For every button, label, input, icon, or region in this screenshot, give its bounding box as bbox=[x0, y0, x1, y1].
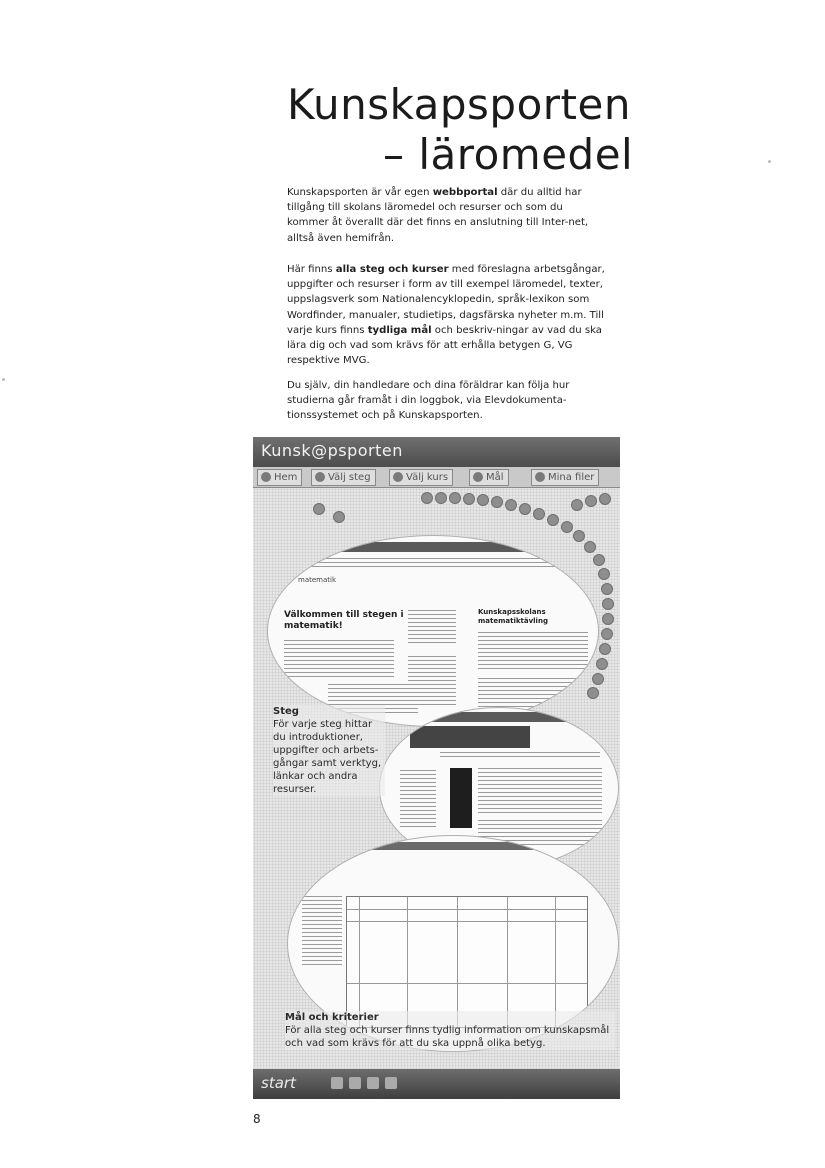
taskbar bbox=[253, 1069, 620, 1099]
taskbar-icon[interactable] bbox=[367, 1077, 379, 1089]
welcome-heading: Välkommen till stegen i matematik! bbox=[284, 610, 404, 631]
scan-speck bbox=[768, 160, 771, 163]
criteria-table bbox=[346, 896, 588, 1028]
portal-nav-bar bbox=[253, 467, 620, 488]
page-title-line1: Kunskapsporten bbox=[287, 80, 631, 129]
nav-item-valj-kurs[interactable]: Välj kurs bbox=[389, 469, 453, 486]
intro-paragraph: Kunskapsporten är vår egen webbportal där du alltid har tillgång till skolans läromedel och resurser och som du kommer åt överallt där det finns en anslutning till Inter-net, alltså även hemifrån. bbox=[287, 187, 589, 244]
math-page-preview: matematik Välkommen till stegen i matematik! Kunskapsskolans matematiktävling bbox=[267, 535, 599, 727]
nav-item-mina-filer[interactable]: Mina filer bbox=[531, 469, 599, 486]
nav-item-hem[interactable]: Hem bbox=[257, 469, 302, 486]
competition-heading: Kunskapsskolans matematiktävling bbox=[478, 608, 548, 625]
goals-caption: Mål och kriterier För alla steg och kurser finns tydlig information om kunskapsmål och vad som krävs för att du ska uppnå olika betyg. bbox=[285, 1011, 615, 1050]
content-paragraph: Här finns alla steg och kurser med föreslagna arbetsgångar, uppgifter och resurser i form av till exempel läromedel, texter, uppslagsverk som Nationalencyklopedin, språk-lexikon som Wordfinder, manualer, studietips, dagsfärska nyheter m.m. Till varje kurs finns tydliga mål och beskriv-ningar av vad du ska lära dig och vad som krävs för att erhålla betygen G, VG respektive MVG. bbox=[287, 264, 605, 367]
page-number: 8 bbox=[253, 1112, 261, 1126]
nav-item-valj-steg[interactable]: Välj steg bbox=[311, 469, 376, 486]
step-caption: Steg För varje steg hittar du introduktioner, uppgifter och arbets-gångar samt verktyg, länkar och andra resurser. bbox=[273, 705, 385, 796]
portal-app-title: Kunsk@psporten bbox=[261, 441, 403, 460]
nav-item-mal[interactable]: Mål bbox=[469, 469, 509, 486]
portal-title-bar bbox=[253, 437, 620, 467]
scan-speck bbox=[2, 378, 5, 381]
page-title-line2: – läromedel bbox=[383, 130, 634, 179]
taskbar-icon[interactable] bbox=[385, 1077, 397, 1089]
portal-screenshot bbox=[253, 437, 620, 1099]
taskbar-icon[interactable] bbox=[349, 1077, 361, 1089]
taskbar-icon[interactable] bbox=[331, 1077, 343, 1089]
progress-paragraph: Du själv, din handledare och dina föräldrar kan följa hur studierna går framåt i din loggbok, via Elevdokumenta-tionssystemet och på Kunskapsporten. bbox=[287, 380, 570, 422]
start-button[interactable]: start bbox=[261, 1074, 296, 1092]
